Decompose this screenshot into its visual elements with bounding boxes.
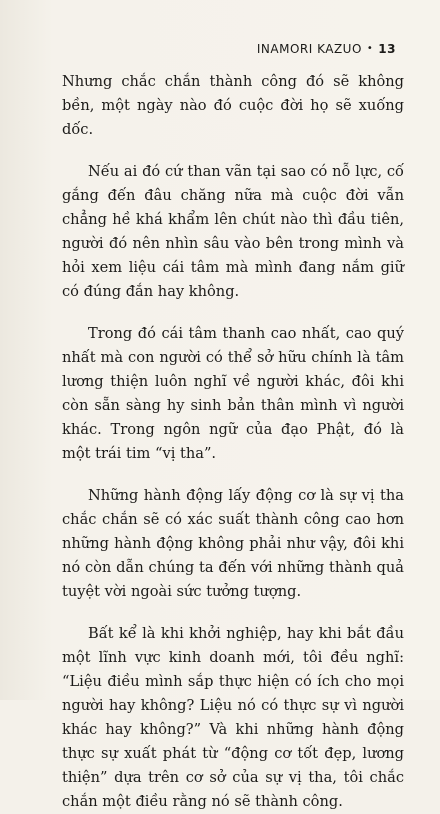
paragraph-3: Trong đó cái tâm thanh cao nhất, cao quý nhất mà con người có thể sở hữu chính là tâm lương thiện luôn nghĩ về người khác, đôi khi còn sẵn sàng hy sinh bản thân mình vì người khác. Trong ngôn ngữ của đạo Phật, đó là một trái tim “vị tha”. bbox=[62, 325, 404, 462]
header-separator: • bbox=[366, 43, 374, 54]
paragraph-1: Nhưng chắc chắn thành công đó sẽ không bền, một ngày nào đó cuộc đời họ sẽ xuống dốc. bbox=[62, 73, 404, 138]
header-author: INAMORI KAZUO bbox=[256, 42, 362, 56]
page-body bbox=[62, 70, 404, 814]
paragraph-2: Nếu ai đó cứ than vãn tại sao có nỗ lực, cố gắng đến đâu chăng nữa mà cuộc đời vẫn chẳng hề khá khẩm lên chút nào thì đầu tiên, người đó nên nhìn sâu vào bên trong mình và hỏi xem liệu cái tâm mà mình đang nắm giữ có đúng đắn hay không. bbox=[62, 163, 404, 300]
page-number: 13 bbox=[378, 42, 396, 56]
running-header bbox=[257, 42, 396, 56]
paragraph-4: Những hành động lấy động cơ là sự vị tha chắc chắn sẽ có xác suất thành công cao hơn những hành động không phải như vậy, đôi khi nó còn dẫn chúng ta đến với những thành quả tuyệt vời ngoài sức tưởng tượng. bbox=[62, 487, 404, 600]
paragraph-5: Bất kể là khi khởi nghiệp, hay khi bắt đầu một lĩnh vực kinh doanh mới, tôi đều nghĩ: “Liệu điều mình sắp thực hiện có ích cho mọi người hay không? Liệu nó có thực sự vì người khác hay không?” Và khi những hành động thực sự xuất phát từ “động cơ tốt đẹp, lương thiện” dựa trên cơ sở của sự vị tha, tôi chắc chắn một điều rằng nó sẽ thành công. bbox=[62, 625, 404, 810]
